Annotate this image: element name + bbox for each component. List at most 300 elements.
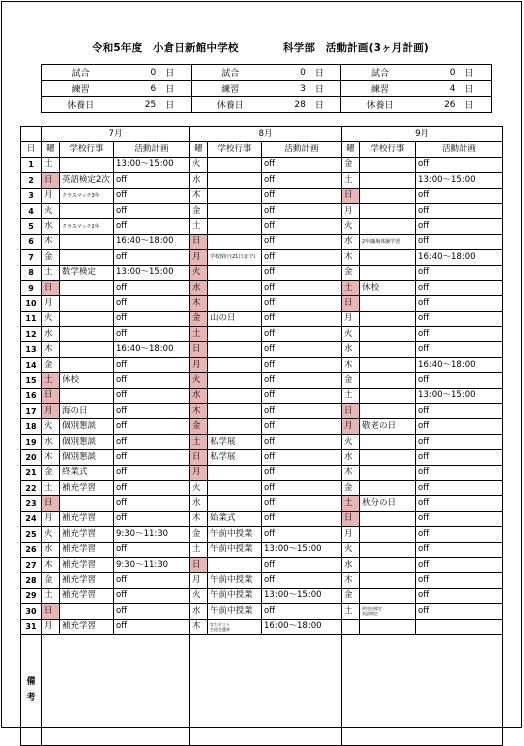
plan-cell: off — [262, 465, 342, 480]
weekday-cell: 木 — [42, 234, 60, 249]
plan-cell: off — [114, 388, 190, 403]
plan-cell: off — [416, 373, 503, 388]
event-cell: 数学検定 — [60, 265, 114, 280]
day-number: 18 — [21, 419, 42, 434]
event-cell — [360, 573, 416, 588]
weekday-cell: 木 — [342, 357, 360, 372]
event-cell: 補充学習 — [60, 480, 114, 495]
weekday-cell: 木 — [42, 342, 60, 357]
plan-cell: 13:00～15:00 — [114, 265, 190, 280]
event-cell — [360, 511, 416, 526]
event-cell — [360, 450, 416, 465]
event-column-header: 学校行事 — [60, 142, 114, 157]
weekday-cell: 月 — [42, 188, 60, 203]
event-cell — [60, 234, 114, 249]
event-cell — [60, 203, 114, 218]
weekday-cell: 水 — [190, 604, 208, 619]
event-cell — [60, 280, 114, 295]
calendar-day-row — [21, 557, 503, 572]
weekday-cell: 金 — [42, 250, 60, 265]
summary-count: 6 — [119, 81, 159, 97]
weekday-cell: 火 — [42, 311, 60, 326]
weekday-cell: 日 — [190, 450, 208, 465]
plan-cell: off — [416, 588, 503, 603]
event-cell — [360, 404, 416, 419]
weekday-cell: 土 — [342, 604, 360, 619]
calendar-corner — [21, 127, 42, 142]
weekday-cell: 金 — [342, 265, 360, 280]
plan-cell: off — [114, 604, 190, 619]
plan-cell: off — [114, 619, 190, 634]
plan-cell: off — [114, 250, 190, 265]
event-cell — [360, 373, 416, 388]
calendar-day-row — [21, 157, 503, 172]
calendar-day-row — [21, 480, 503, 495]
weekday-cell: 月 — [42, 511, 60, 526]
plan-cell: off — [114, 480, 190, 495]
plan-cell: 16:40～18:00 — [416, 250, 503, 265]
day-number: 3 — [21, 188, 42, 203]
event-cell — [208, 373, 262, 388]
event-line: 生徒会選挙 — [210, 626, 231, 632]
summary-label: 練習 — [341, 81, 419, 97]
plan-cell: off — [262, 219, 342, 234]
plan-cell: off — [114, 404, 190, 419]
event-cell — [60, 296, 114, 311]
weekday-cell: 月 — [342, 527, 360, 542]
plan-cell: off — [416, 296, 503, 311]
day-number: 23 — [21, 496, 42, 511]
event-cell — [360, 357, 416, 372]
calendar-day-row — [21, 234, 503, 249]
plan-cell: off — [416, 157, 503, 172]
weekday-cell: 木 — [42, 450, 60, 465]
day-number: 5 — [21, 219, 42, 234]
event-cell — [208, 557, 262, 572]
event-cell — [60, 496, 114, 511]
plan-cell: off — [262, 203, 342, 218]
weekday-cell: 水 — [42, 434, 60, 449]
plan-cell: 9:30～11:30 — [114, 557, 190, 572]
day-number: 17 — [21, 404, 42, 419]
weekday-cell: 火 — [190, 373, 208, 388]
calendar-day-row — [21, 619, 503, 634]
plan-cell: off — [416, 542, 503, 557]
weekday-cell: 木 — [190, 619, 208, 634]
weekday-column-header: 曜 — [342, 142, 360, 157]
weekday-cell: 木 — [342, 250, 360, 265]
plan-cell: off — [114, 327, 190, 342]
plan-cell: off — [114, 173, 190, 188]
plan-cell: off — [114, 465, 190, 480]
plan-cell: off — [114, 188, 190, 203]
day-number: 12 — [21, 327, 42, 342]
day-number: 24 — [21, 511, 42, 526]
calendar-day-row — [21, 511, 503, 526]
event-cell: 午前中授業 — [208, 604, 262, 619]
plan-cell: off — [114, 542, 190, 557]
weekday-cell: 水 — [190, 173, 208, 188]
summary-label: 練習 — [42, 81, 120, 97]
plan-cell: off — [262, 250, 342, 265]
summary-count: 28 — [269, 97, 309, 113]
weekday-cell: 日 — [190, 342, 208, 357]
summary-unit: 日 — [309, 97, 341, 113]
event-cell — [360, 342, 416, 357]
summary-unit: 日 — [309, 81, 341, 97]
plan-cell: off — [262, 573, 342, 588]
plan-cell: off — [416, 188, 503, 203]
weekday-cell: 火 — [342, 542, 360, 557]
plan-cell: 13:00～15:00 — [262, 542, 342, 557]
event-cell: 2年職場体験学習 — [360, 234, 416, 249]
remarks-cell — [190, 634, 342, 745]
weekday-cell: 月 — [42, 404, 60, 419]
calendar-day-row — [21, 419, 503, 434]
event-cell: 海の日 — [60, 404, 114, 419]
plan-cell: 16:40～18:00 — [114, 234, 190, 249]
day-number: 10 — [21, 296, 42, 311]
plan-cell: off — [416, 604, 503, 619]
event-cell — [60, 311, 114, 326]
event-cell: 終業式 — [60, 465, 114, 480]
plan-cell: off — [114, 496, 190, 511]
weekday-cell: 水 — [190, 280, 208, 295]
day-column-header: 日 — [21, 142, 42, 157]
summary-unit: 日 — [159, 97, 191, 113]
calendar-day-row — [21, 203, 503, 218]
summary-unit: 日 — [159, 65, 191, 81]
day-number: 22 — [21, 480, 42, 495]
weekday-cell: 土 — [190, 327, 208, 342]
remarks-char: 備 — [26, 676, 36, 687]
plan-cell: off — [114, 573, 190, 588]
event-cell: 個別懇談 — [60, 450, 114, 465]
plan-cell: off — [262, 280, 342, 295]
plan-cell: off — [114, 373, 190, 388]
plan-title: 科学部 活動計画(3ヶ月計画) — [283, 42, 429, 54]
plan-cell: off — [262, 419, 342, 434]
plan-cell: off — [262, 480, 342, 495]
calendar-day-row — [21, 296, 503, 311]
weekday-cell: 金 — [190, 203, 208, 218]
event-cell — [360, 250, 416, 265]
event-cell — [60, 357, 114, 372]
summary-row — [42, 97, 492, 113]
summary-count: 26 — [419, 97, 459, 113]
calendar-table — [20, 126, 503, 746]
plan-cell: off — [114, 219, 190, 234]
event-cell — [360, 588, 416, 603]
plan-cell: off — [262, 296, 342, 311]
month-name: 9月 — [342, 127, 503, 142]
summary-count: 0 — [119, 65, 159, 81]
plan-cell: off — [262, 388, 342, 403]
weekday-cell: 月 — [42, 296, 60, 311]
event-cell — [60, 342, 114, 357]
event-cell: 学校閉庁(21日まで) — [208, 250, 262, 265]
summary-label: 試合 — [42, 65, 120, 81]
event-cell: 休校 — [60, 373, 114, 388]
event-cell — [208, 388, 262, 403]
weekday-cell: 水 — [342, 234, 360, 249]
weekday-cell: 土 — [342, 280, 360, 295]
weekday-cell: 土 — [42, 480, 60, 495]
event-cell: 午前中授業 — [208, 527, 262, 542]
plan-cell: off — [262, 173, 342, 188]
weekday-cell: 水 — [42, 542, 60, 557]
day-number: 26 — [21, 542, 42, 557]
event-cell — [360, 219, 416, 234]
calendar-day-row — [21, 496, 503, 511]
plan-cell: 9:30～11:30 — [114, 527, 190, 542]
month-name: 7月 — [42, 127, 190, 142]
day-number: 4 — [21, 203, 42, 218]
weekday-cell: 金 — [42, 465, 60, 480]
calendar-day-row — [21, 450, 503, 465]
event-cell — [360, 557, 416, 572]
plan-cell: off — [262, 265, 342, 280]
weekday-cell: 金 — [342, 480, 360, 495]
event-cell — [208, 619, 262, 634]
calendar-day-row — [21, 219, 503, 234]
event-cell: クラスマッチ3年 — [60, 188, 114, 203]
event-cell: 私学展 — [208, 450, 262, 465]
summary-unit: 日 — [459, 97, 492, 113]
calendar-day-row — [21, 404, 503, 419]
event-cell — [360, 434, 416, 449]
event-cell — [208, 327, 262, 342]
event-cell: 午前中授業 — [208, 573, 262, 588]
calendar-day-row — [21, 388, 503, 403]
day-number: 21 — [21, 465, 42, 480]
weekday-cell: 日 — [190, 234, 208, 249]
event-cell: 私学展 — [208, 434, 262, 449]
event-cell — [60, 250, 114, 265]
event-cell: 補充学習 — [60, 588, 114, 603]
weekday-cell: 土 — [342, 388, 360, 403]
weekday-cell: 土 — [42, 157, 60, 172]
event-cell — [208, 357, 262, 372]
day-number: 30 — [21, 604, 42, 619]
weekday-cell: 金 — [42, 573, 60, 588]
calendar-day-row — [21, 250, 503, 265]
day-number: 25 — [21, 527, 42, 542]
weekday-cell: 火 — [342, 219, 360, 234]
weekday-cell: 木 — [190, 404, 208, 419]
weekday-cell: 木 — [190, 188, 208, 203]
weekday-cell: 月 — [190, 250, 208, 265]
event-cell: 山の日 — [208, 311, 262, 326]
plan-cell: off — [262, 311, 342, 326]
plan-cell: off — [416, 280, 503, 295]
plan-cell: off — [114, 296, 190, 311]
plan-cell: off — [114, 357, 190, 372]
summary-label: 試合 — [191, 65, 269, 81]
plan-cell: 13:00～15:00 — [114, 157, 190, 172]
summary-count: 3 — [269, 81, 309, 97]
day-number: 20 — [21, 450, 42, 465]
event-cell: 午前中授業 — [208, 588, 262, 603]
event-cell — [360, 465, 416, 480]
event-line: 英語検定 — [362, 611, 379, 617]
event-cell — [208, 419, 262, 434]
calendar-day-row — [21, 373, 503, 388]
calendar-day-row — [21, 434, 503, 449]
weekday-cell: 木 — [342, 573, 360, 588]
plan-cell: 16:40～18:00 — [114, 342, 190, 357]
plan-cell: off — [114, 434, 190, 449]
weekday-cell: 木 — [190, 511, 208, 526]
plan-column-header: 活動計画 — [114, 142, 190, 157]
weekday-cell: 金 — [342, 373, 360, 388]
school-title: 令和5年度 小倉日新館中学校 — [92, 42, 239, 54]
plan-cell: off — [262, 450, 342, 465]
weekday-cell: 土 — [190, 542, 208, 557]
weekday-cell: 水 — [42, 327, 60, 342]
plan-cell: off — [262, 327, 342, 342]
weekday-cell: 火 — [42, 203, 60, 218]
plan-cell: off — [262, 511, 342, 526]
weekday-cell: 木 — [190, 296, 208, 311]
plan-cell: off — [416, 496, 503, 511]
weekday-cell: 火 — [190, 480, 208, 495]
weekday-cell: 木 — [342, 465, 360, 480]
event-cell: 個別懇談 — [60, 419, 114, 434]
weekday-cell: 金 — [42, 357, 60, 372]
event-cell — [360, 203, 416, 218]
event-cell — [360, 480, 416, 495]
summary-label: 休養日 — [42, 97, 120, 113]
plan-cell: off — [262, 342, 342, 357]
event-cell — [360, 619, 416, 634]
summary-label: 練習 — [191, 81, 269, 97]
event-cell — [60, 157, 114, 172]
plan-cell: off — [416, 450, 503, 465]
event-cell: 補充学習 — [60, 542, 114, 557]
plan-cell: off — [416, 265, 503, 280]
event-cell — [60, 327, 114, 342]
summary-count: 4 — [419, 81, 459, 97]
weekday-cell: 火 — [42, 527, 60, 542]
weekday-cell: 土 — [342, 496, 360, 511]
plan-cell: 13:00～15:00 — [262, 588, 342, 603]
weekday-cell: 土 — [190, 219, 208, 234]
weekday-cell: 金 — [342, 157, 360, 172]
event-cell — [208, 219, 262, 234]
calendar-day-row — [21, 188, 503, 203]
plan-cell: off — [416, 465, 503, 480]
weekday-cell: 日 — [42, 280, 60, 295]
calendar-day-row — [21, 465, 503, 480]
event-cell — [208, 265, 262, 280]
event-cell — [208, 496, 262, 511]
weekday-cell: 火 — [190, 157, 208, 172]
weekday-cell: 水 — [42, 219, 60, 234]
event-cell — [360, 527, 416, 542]
weekday-cell: 月 — [342, 311, 360, 326]
event-cell — [360, 327, 416, 342]
plan-column-header: 活動計画 — [262, 142, 342, 157]
weekday-cell: 水 — [342, 557, 360, 572]
summary-unit: 日 — [309, 65, 341, 81]
weekday-cell: 金 — [190, 419, 208, 434]
weekday-cell: 土 — [42, 265, 60, 280]
summary-count: 0 — [269, 65, 309, 81]
plan-column-header: 活動計画 — [416, 142, 503, 157]
day-number: 9 — [21, 280, 42, 295]
plan-cell: off — [416, 234, 503, 249]
weekday-cell: 火 — [42, 419, 60, 434]
weekday-cell: 火 — [342, 327, 360, 342]
remarks-row — [21, 634, 503, 745]
event-cell — [208, 173, 262, 188]
event-cell: 秋分の日 — [360, 496, 416, 511]
plan-cell: off — [416, 311, 503, 326]
weekday-cell: 火 — [190, 588, 208, 603]
calendar-month-header-row — [21, 127, 503, 142]
event-cell — [208, 465, 262, 480]
plan-cell: off — [416, 419, 503, 434]
event-cell — [208, 296, 262, 311]
summary-row — [42, 65, 492, 81]
remarks-char: 考 — [26, 692, 36, 703]
plan-cell: off — [262, 188, 342, 203]
event-cell — [60, 604, 114, 619]
weekday-cell: 月 — [342, 203, 360, 218]
event-cell — [360, 173, 416, 188]
plan-cell: off — [416, 557, 503, 572]
weekday-cell: 金 — [190, 527, 208, 542]
plan-cell: 16:40～18:00 — [416, 357, 503, 372]
event-cell — [360, 157, 416, 172]
weekday-cell: 日 — [190, 557, 208, 572]
event-cell: 敬老の日 — [360, 419, 416, 434]
event-cell — [360, 265, 416, 280]
event-cell: 始業式 — [208, 511, 262, 526]
event-cell — [360, 542, 416, 557]
event-cell: 補充学習 — [60, 573, 114, 588]
plan-cell: off — [416, 480, 503, 495]
event-cell — [208, 188, 262, 203]
plan-cell: off — [262, 604, 342, 619]
weekday-cell: 金 — [342, 588, 360, 603]
event-cell — [360, 388, 416, 403]
weekday-cell: 水 — [342, 342, 360, 357]
plan-cell: off — [114, 203, 190, 218]
event-cell: 休校 — [360, 280, 416, 295]
weekday-cell: 日 — [42, 604, 60, 619]
event-cell: 午前中授業 — [208, 542, 262, 557]
weekday-cell: 日 — [42, 388, 60, 403]
plan-cell: off — [416, 219, 503, 234]
plan-cell: off — [416, 327, 503, 342]
event-cell — [208, 234, 262, 249]
remarks-label — [21, 634, 42, 745]
event-cell — [208, 480, 262, 495]
calendar-day-row — [21, 527, 503, 542]
plan-cell: 13:00～15:00 — [416, 173, 503, 188]
event-column-header: 学校行事 — [208, 142, 262, 157]
event-cell — [360, 604, 416, 619]
event-cell — [360, 311, 416, 326]
event-cell — [60, 388, 114, 403]
event-cell — [360, 296, 416, 311]
remarks-cell — [342, 634, 503, 745]
summary-label: 休養日 — [341, 97, 419, 113]
plan-cell: 13:00～15:00 — [416, 388, 503, 403]
weekday-cell: 土 — [42, 373, 60, 388]
